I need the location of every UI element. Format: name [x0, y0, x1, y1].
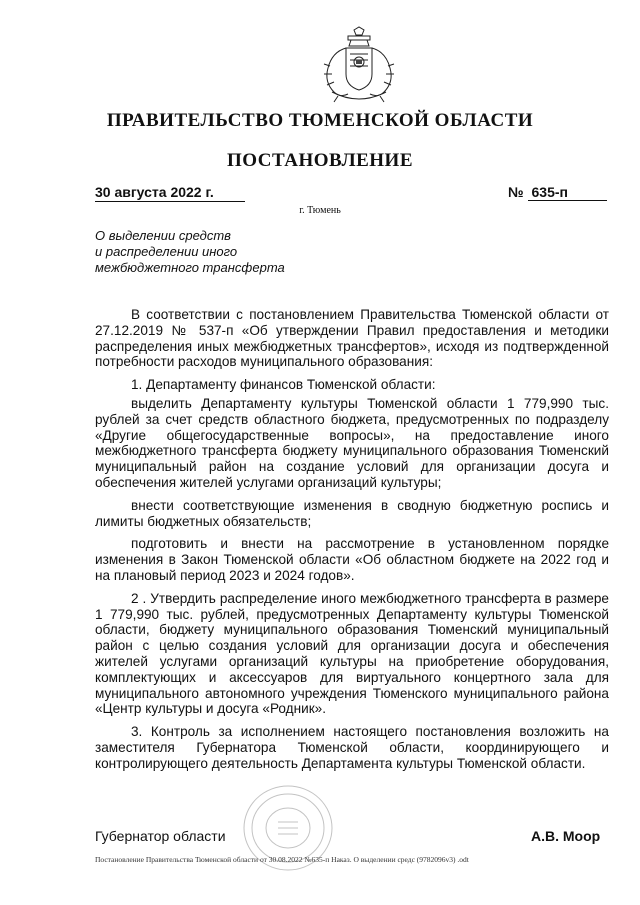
body-paragraph: 2 . Утвердить распределение иного межбюджетного трансферта в размере 1 779,990 тыс. рублей, предусмотренных Департаменту культуры Тюменской области, бюджету муниципального образования Тюменский муниципальный район с целью создания условий для организации досуга и обеспечения жителей услугами организаций культуры на приобретение оборудования, комплектующих и аксессуаров для виртуального концертного зала для муниципального автономного учреждения Тюменского муниципального района «Центр культуры и досуга «Родник». [95, 590, 609, 717]
body-paragraph: 3. Контроль за исполнением настоящего постановления возложить на заместителя Губернатора Тюменской области, координирующего и контролирующего деятельность Департамента культуры Тюменской области. [95, 724, 609, 771]
body-paragraph: 1. Департаменту финансов Тюменской области: [131, 377, 436, 393]
government-title: ПРАВИТЕЛЬСТВО ТЮМЕНСКОЙ ОБЛАСТИ [106, 110, 534, 131]
document-date: 30 августа 2022 г. [95, 184, 245, 202]
body-paragraph: подготовить и внести на рассмотрение в установленном порядке изменения в Закон Тюменской области «Об областном бюджете на 2022 год и на плановый период 2023 и 2024 годов». [95, 536, 609, 583]
body-paragraph: внести соответствующие изменения в сводную бюджетную роспись и лимиты бюджетных обязательств; [95, 497, 609, 529]
signatory-name: А.В. Моор [531, 828, 601, 844]
document-body [95, 307, 609, 779]
document-type: ПОСТАНОВЛЕНИЕ [226, 150, 414, 171]
subject-line: межбюджетного трансферта [95, 260, 285, 275]
document-number [508, 184, 607, 201]
document-city: г. Тюмень [299, 205, 341, 216]
coat-of-arms-icon [318, 26, 400, 104]
number-value: 635-п [528, 184, 607, 201]
subject-line: О выделении средств [95, 228, 231, 243]
body-paragraph: В соответствии с постановлением Правительства Тюменской области от 27.12.2019 № 537-п «Об утверждении Правил предоставления и методики распределения иных межбюджетных трансфертов», исходя из подтвержденной потребности расходов муниципального образования: [95, 307, 609, 370]
subject-line: и распределении иного [95, 244, 238, 259]
signatory-role: Губернатор области [95, 828, 226, 844]
document-footer: Постановление Правительства Тюменской области от 30.08.2022 №635-п Наказ. О выделении средс (9782096v3) .odt [95, 855, 469, 864]
body-paragraph: выделить Департаменту культуры Тюменской области 1 779,990 тыс. рублей за счет средств областного бюджета, предусмотренных по подразделу «Другие общегосударственные вопросы», на предоставление иного межбюджетного трансферта бюджету муниципального образования Тюменский муниципальный район на создание условий для организации досуга и обеспечения жителей услугами организаций культуры; [95, 395, 609, 490]
document-subject [95, 228, 285, 276]
number-prefix: № [508, 184, 524, 200]
